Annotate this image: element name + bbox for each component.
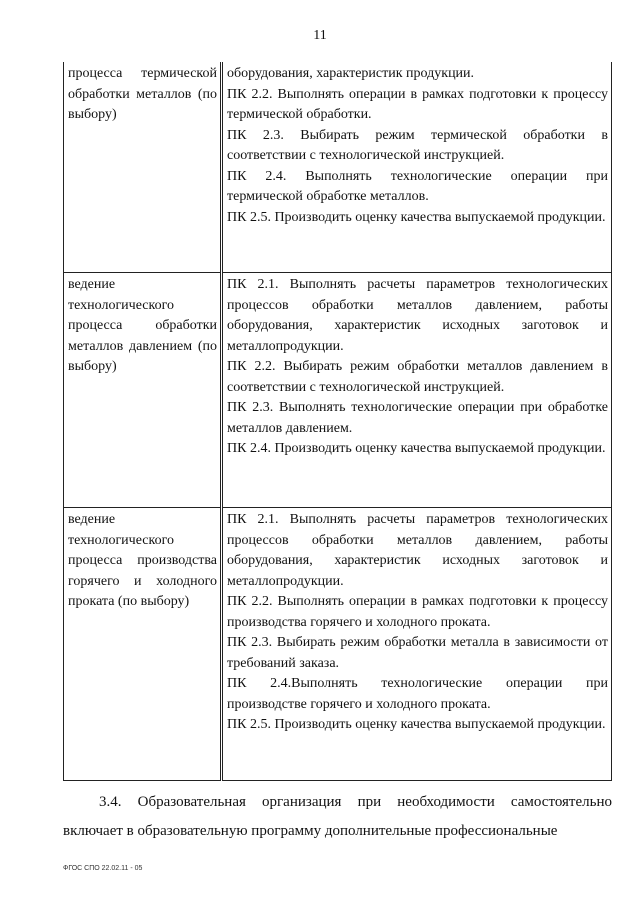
skill-item: ПК 2.1. Выполнять расчеты параметров технологических процессов обработки металлов давлением, работы оборудования, характеристик исходных заготовок и металлопродукции. — [227, 512, 608, 589]
skill-item: ПК 2.5. Производить оценку качества выпускаемой продукции. — [227, 717, 606, 732]
document-code-footer: ФГОС СПО 22.02.11 - 05 — [63, 865, 143, 872]
skill-item: ПК 2.2. Выбирать режим обработки металлов давлением в соответствии с технологической инструкцией. — [227, 359, 608, 395]
skill-item: ПК 2.1. Выполнять расчеты параметров технологических процессов обработки металлов давлением, работы оборудования, характеристик исходных заготовок и металлопродукции. — [227, 277, 608, 354]
table-row — [64, 62, 612, 273]
page-number: 11 — [313, 28, 327, 43]
skill-item: ПК 2.4.Выполнять технологические операции при производстве горячего и холодного проката. — [227, 676, 608, 712]
skill-item: ПК 2.3. Выполнять технологические операции при обработке металлов давлением. — [227, 400, 608, 436]
body-paragraph: 3.4. Образовательная организация при необходимости самостоятельно включает в образовательную программу дополнительные профессиональные — [63, 794, 612, 839]
skills-cell — [222, 273, 612, 508]
skill-item: ПК 2.4. Выполнять технологические операции при термической обработке металлов. — [227, 168, 608, 204]
skills-cell — [222, 62, 612, 273]
skill-item: ПК 2.3. Выбирать режим обработки металла в зависимости от требований заказа. — [227, 635, 608, 671]
competencies-table — [63, 62, 612, 781]
activity-cell: процесса термической обработки металлов (по выбору) — [64, 62, 222, 273]
skill-item: ПК 2.3. Выбирать режим термической обработки в соответствии с технологической инструкцией. — [227, 127, 608, 163]
activity-cell: ведение технологического процесса обработки металлов давлением (по выбору) — [64, 273, 222, 508]
activity-cell: ведение технологического процесса производства горячего и холодного проката (по выбору) — [64, 508, 222, 781]
table-row — [64, 273, 612, 508]
table-row — [64, 508, 612, 781]
skill-item: оборудования, характеристик продукции. — [227, 66, 475, 81]
skills-cell — [222, 508, 612, 781]
skill-item: ПК 2.4. Производить оценку качества выпускаемой продукции. — [227, 441, 606, 456]
skill-item: ПК 2.5. Производить оценку качества выпускаемой продукции. — [227, 209, 606, 225]
skill-item: ПК 2.2. Выполнять операции в рамках подготовки к процессу термической обработки. — [227, 86, 608, 122]
skill-item: ПК 2.2. Выполнять операции в рамках подготовки к процессу производства горячего и холодного проката. — [227, 594, 608, 630]
